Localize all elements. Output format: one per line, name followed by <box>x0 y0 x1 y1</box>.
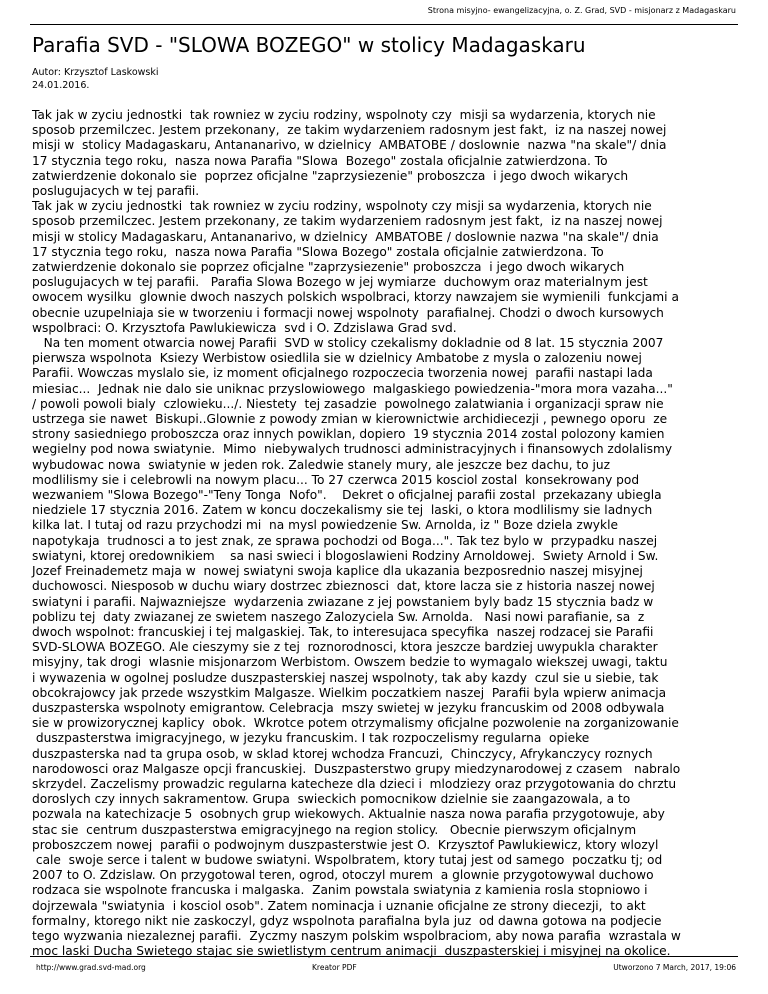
body-line: Tak jak w zyciu jednostki tak rowniez w zyciu rodziny, wspolnoty czy misji sa wydarzenia, ktorych nie <box>32 199 652 214</box>
body-line: swiatyni i parafii. Najwazniejsze wydarzenia zwiazane z jej powstaniem byly badz 15 stycznia badz w <box>32 594 654 609</box>
article-meta <box>32 66 159 92</box>
body-line: niedziele 17 stycznia 2016. Zatem w koncu doczekalismy sie tej laski, o ktora modlilismy sie ladnych <box>32 503 653 518</box>
body-line: strony sasiedniego proboszcza oraz innych powiklan, dopiero 19 stycznia 2014 zostal polozony kamien <box>32 427 665 442</box>
body-line: wezwaniem "Slowa Bozego"-"Teny Tonga Nofo". Dekret o oficjalnej parafii zostal przekazany ubiegla <box>32 488 662 503</box>
body-line: doroslych czy innych sakramentow. Grupa swieckich pomocnikow dzielnie sie zaangazowala, a to <box>32 792 631 807</box>
body-line: SVD-SLOWA BOZEGO. Ale cieszymy sie z tej roznorodnosci, ktora jeszcze bardziej uwypukla charakter <box>32 640 658 655</box>
body-line: modlilismy sie i celebrowli na nowym placu... To 27 czerwca 2015 kosciol zostal konsekrowany pod <box>32 472 640 487</box>
body-line: sie w prowizorycznej kaplicy obok. Wkrotce potem otrzymalismy oficjalne pozwolenie na zorganizowanie <box>32 716 679 731</box>
body-line: Jozef Freinademetz maja w nowej swiatyni swoja kaplice dla ukazania bezposrednio naszej misyjnej <box>32 564 643 579</box>
publish-date: 24.01.2016. <box>32 80 90 91</box>
body-line: dojrzewala "swiatynia i kosciol osob". Zatem nominacja i uznanie oficjalne ze strony diecezji, to akt <box>32 898 646 913</box>
body-line: / powoli powoli bialy czlowieku.../. Niestety tej zasadzie powolnego zalatwiania i organizacji spraw nie <box>32 396 664 411</box>
body-line: swiatyni, ktorej oredownikiem sa nasi swieci i blogoslawieni Rodziny Arnoldowej. Swiety Arnold i Sw. <box>32 548 659 563</box>
body-line: i wywazenia w ogolnej posludze duszpasterskiej naszej wspolnoty, tak aby kazdy czul sie u siebie, tak <box>32 670 659 685</box>
author-line: Autor: Krzysztof Laskowski <box>32 67 159 78</box>
body-line: 2007 to O. Zdzislaw. On przygotowal teren, ogrod, otoczyl murem a glownie przygotowywal duchowo <box>32 868 654 883</box>
body-line: dwoch wspolnot: francuskiej i tej malgaskiej. Tak, to interesujaca specyfika naszej rodzacej sie Parafii <box>32 624 654 639</box>
body-line: duchowosci. Niesposob w duchu wiary dostrzec zbieznosci dat, ktore lacza sie z historia naszej nowej <box>32 579 655 594</box>
body-line: wspolbraci: O. Krzysztofa Pawlukiewicza svd i O. Zdzislawa Grad svd. <box>32 320 457 335</box>
body-line: narodowosci oraz Malgasze opcji francuskiej. Duszpasterstwo grupy miedzynarodowej z czasem nabralo <box>32 761 681 776</box>
body-line: poslugujacych w tej parafii. <box>32 184 200 199</box>
body-line: cale swoje serce i talent w budowe swiatyni. Wspolbratem, ktory tutaj jest od samego poczatku tj; od <box>32 852 663 867</box>
body-line: Na ten moment otwarcia nowej Parafii SVD w stolicy czekalismy dokladnie od 8 lat. 15 stycznia 2007 <box>32 336 664 351</box>
body-line: owocem wysilku glownie dwoch naszych polskich wspolbraci, ktorzy nawzajem sie wymienili funkcjami a <box>32 290 679 305</box>
body-line: pierwsza wspolnota Ksiezy Werbistow osiedlila sie w dzielnicy Ambatobe z mysla o zalozeniu nowej <box>32 351 642 366</box>
body-line: poslugujacych w tej parafii. Parafia Slowa Bozego w jej wymiarze duchowym oraz materialnym jest <box>32 275 648 290</box>
article-body <box>32 108 740 959</box>
body-line: ustrzega sie nawet Biskupi..Glownie z powody zmian w kierownictwie archidiecezji , pewnego oporu ze <box>32 412 668 427</box>
body-line: wybudowac nowa swiatynie w jeden rok. Zaledwie stanely mury, ale jeszcze bez dachu, to juz <box>32 457 610 472</box>
body-line: zatwierdzenie dokonalo sie poprzez oficjalne "zaprzysiezenie" proboszcza i jego dwoch wikarych <box>32 168 629 183</box>
body-line: formalny, ktorego nikt nie zaskoczyl, gdyz wspolnota parafialna byla juz od dawna gotowa na podjecie <box>32 913 662 928</box>
body-line: zatwierdzenie dokonalo sie poprzez oficjalne "zaprzysiezenie" proboszcza i jego dwoch wikarych <box>32 260 625 275</box>
body-line: 17 stycznia tego roku, nasza nowa Parafia "Slowa Bozego" zostala oficjalnie zatwierdzona. To <box>32 244 604 259</box>
header-running-text: Strona misyjno- ewangelizacyjna, o. Z. Grad, SVD - misjonarz z Madagaskaru <box>427 6 736 15</box>
footer-created: Utworzono 7 March, 2017, 19:06 <box>613 963 736 972</box>
footer-generator: Kreator PDF <box>312 963 357 972</box>
body-line: Tak jak w zyciu jednostki tak rowniez w zyciu rodziny, wspolnoty czy misji sa wydarzenia, ktorych nie <box>32 108 656 122</box>
body-line: miesiac... Jednak nie dalo sie uniknac przyslowiowego malgaskiego powiedzenia-"mora mora vazaha..." <box>32 381 673 396</box>
body-line: misyjny, tak drogi wlasnie misjonarzom Werbistom. Owszem bedzie to wymagalo wiekszej uwagi, taktu <box>32 655 668 670</box>
body-line: sposob przemilczec. Jestem przekonany, ze takim wydarzeniem radosnym jest fakt, iz na naszej nowej <box>32 123 667 138</box>
body-line: obcokrajowcy jak przede wszystkim Malgasze. Wielkim poczatkiem naszej Parafii byla wpierw animacja <box>32 685 667 700</box>
body-line: proboszczem nowej parafii o podwojnym duszpasterstwie jest O. Krzysztof Pawlukiewicz, ktory wlozyl <box>32 837 659 852</box>
body-line: duszpasterstwa imigracyjnego, w jezyku francuskim. I tak rozpoczelismy regularna opieke <box>32 731 590 746</box>
body-line: duszpasterska wspolnoty emigrantow. Celebracja mszy swietej w jezyku francuskim od 2008 odbywala <box>32 700 665 715</box>
body-line: duszpasterska nad ta grupa osob, w sklad ktorej wchodza Francuzi, Chinczycy, Afrykanczycy roznych <box>32 746 653 761</box>
page-footer <box>30 956 738 977</box>
body-line: poblizu tej daty zwiazanej ze swietem naszego Zalozyciela Sw. Arnolda. Nasi nowi parafianie, sa z <box>32 609 645 624</box>
body-line: moc laski Ducha Swietego stajac sie swietlistym centrum animacji duszpasterskiej i misyjnej na okolice. <box>32 944 671 959</box>
page-header <box>30 0 738 25</box>
body-line: tego wyzwania niezaleznej parafii. Zyczmy naszym polskim wspolbraciom, aby nowa parafia wzrastala w <box>32 928 681 943</box>
article-title: Parafia SVD - "SLOWA BOZEGO" w stolicy Madagaskaru <box>32 33 586 57</box>
body-line: sposob przemilczec. Jestem przekonany, ze takim wydarzeniem radosnym jest fakt, iz na naszej nowej <box>32 214 663 229</box>
body-line: misji w stolicy Madagaskaru, Antananarivo, w dzielnicy AMBATOBE / doslownie nazwa "na skale"/ dnia <box>32 138 667 153</box>
body-line: kilka lat. I tutaj od razu przychodzi mi na mysl powiedzenie Sw. Arnolda, iz " Boze dziela zwykle <box>32 518 618 533</box>
body-line: misji w stolicy Madagaskaru, Antananarivo, w dzielnicy AMBATOBE / doslownie nazwa "na skale"/ dnia <box>32 229 659 244</box>
body-line: Parafii. Wowczas myslalo sie, iz moment oficjalnego rozpoczecia tworzenia nowej parafii nastapi lada <box>32 366 653 381</box>
body-line: 17 stycznia tego roku, nasza nowa Parafia "Slowa Bozego" zostala oficjalnie zatwierdzona. To <box>32 153 608 168</box>
body-line: rodzaca sie wspolnote francuska i malgaska. Zanim powstala swiatynia z kamienia rosla stopniowo i <box>32 883 648 898</box>
body-line: pozwala na katechizacje 5 osobnych grup wiekowych. Aktualnie nasza nowa parafia przygotowuje, aby <box>32 807 665 822</box>
body-line: wegielny pod nowa swiatynie. Mimo niebywalych trudnosci administracyjnych i finansowych zdolalismy <box>32 442 673 457</box>
body-line: obecnie uzupelniaja sie w tworzeniu i formacji nowej wspolnoty parafialnej. Chodzi o dwoch kursowych <box>32 305 664 320</box>
body-line: stac sie centrum duszpasterstwa emigracyjnego na region stolicy. Obecnie pierwszym oficjalnym <box>32 822 637 837</box>
body-line: skrzydel. Zaczelismy prowadzic regularna katecheze dla dzieci i mlodziezy oraz przygotowania do chrztu <box>32 776 677 791</box>
footer-url: http://www.grad.svd-mad.org <box>36 963 146 972</box>
body-line: napotykaja trudnosci a to jest znak, ze sprawa pochodzi od Boga...". Tak tez bylo w przypadku naszej <box>32 533 658 548</box>
